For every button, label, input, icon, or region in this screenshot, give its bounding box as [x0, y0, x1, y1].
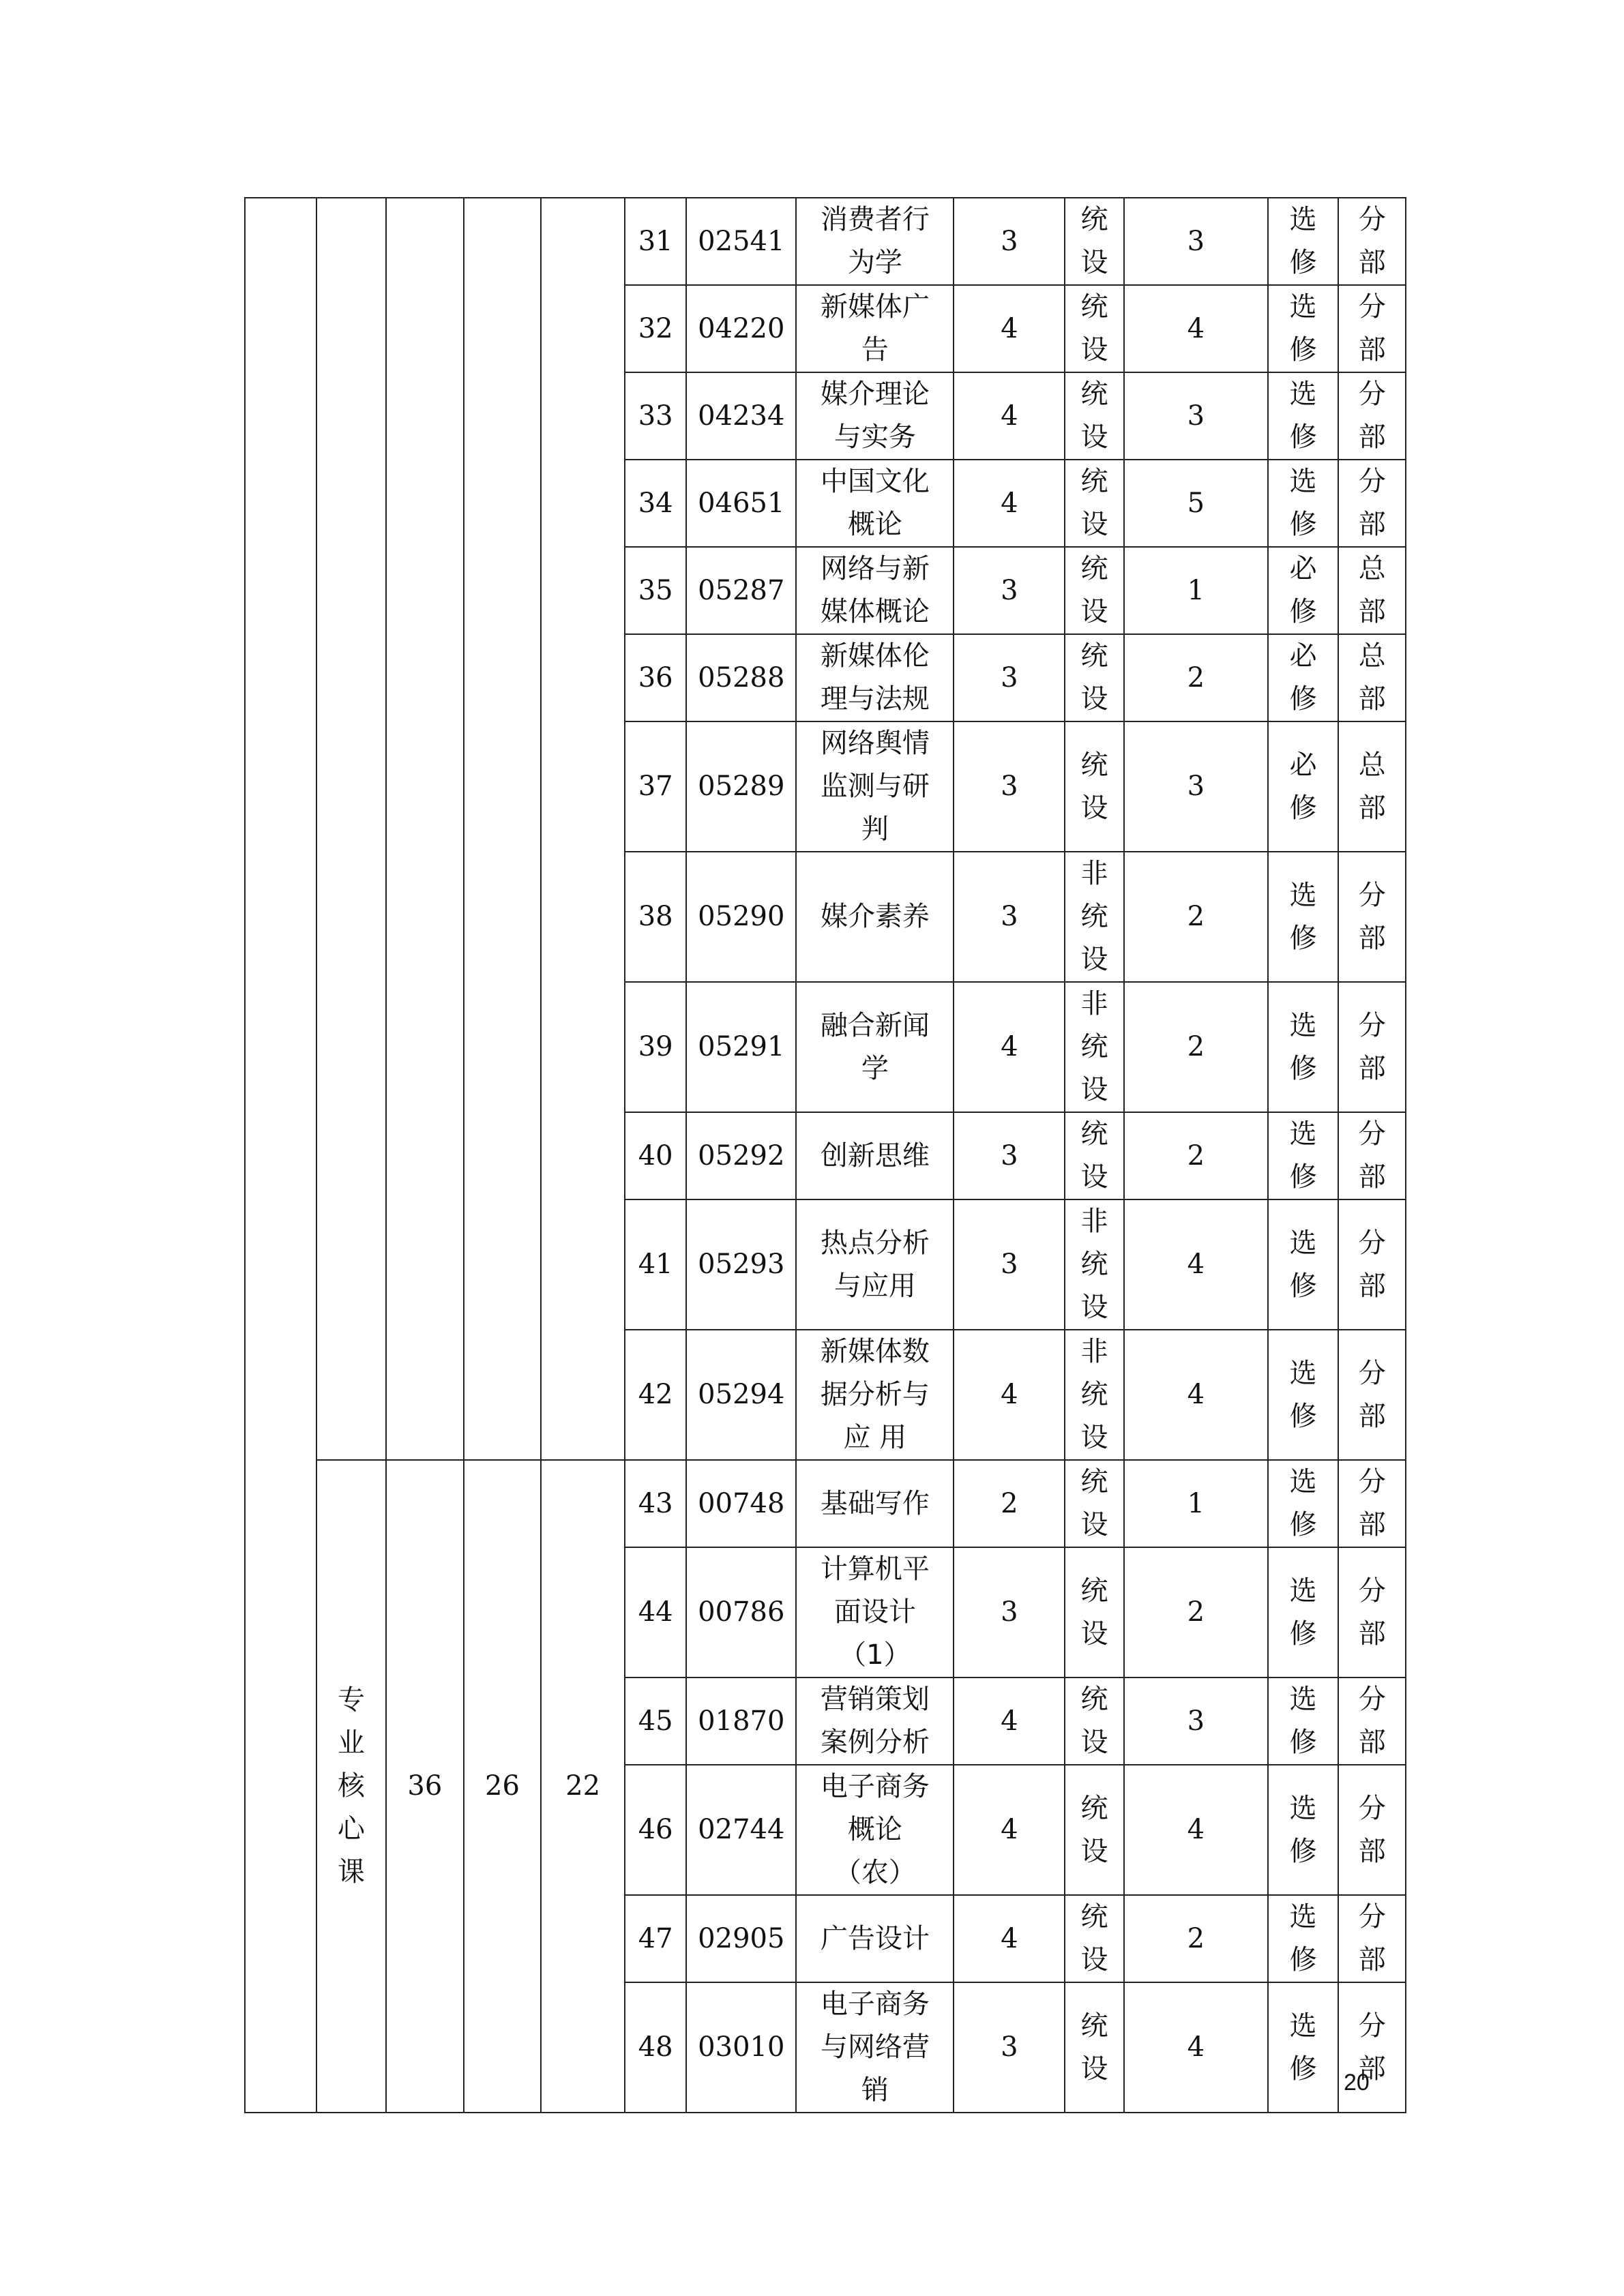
course-code: 00748 — [686, 1460, 796, 1547]
course-code: 05292 — [686, 1112, 796, 1199]
course-requirement — [1268, 1330, 1339, 1460]
course-organizer — [1338, 372, 1406, 460]
course-type-text: 非统设 — [1080, 1336, 1108, 1453]
course-type — [1065, 1330, 1123, 1460]
course-credit: 4 — [954, 285, 1065, 372]
course-code: 05288 — [686, 634, 796, 721]
course-type — [1065, 1460, 1123, 1547]
course-credit: 4 — [954, 372, 1065, 460]
course-value: 2 — [1124, 634, 1268, 721]
course-organizer-text: 分部 — [1358, 2010, 1386, 2085]
course-value: 3 — [1124, 1678, 1268, 1765]
course-type-text: 统设 — [1080, 640, 1108, 715]
course-organizer-text: 分部 — [1358, 1792, 1386, 1867]
course-no: 32 — [625, 285, 686, 372]
group-value-cell: 36 — [386, 1460, 464, 2113]
course-credit: 4 — [954, 1330, 1065, 1460]
course-no: 39 — [625, 982, 686, 1112]
group-cell — [316, 198, 387, 1460]
course-name-text: 广告设计 — [820, 1922, 930, 1954]
course-credit: 4 — [954, 1895, 1065, 1982]
course-name — [796, 1460, 954, 1547]
course-value: 3 — [1124, 721, 1268, 852]
course-name — [796, 1765, 954, 1895]
course-organizer-text: 分部 — [1358, 1357, 1386, 1432]
course-requirement — [1268, 852, 1339, 982]
course-type-text: 非统设 — [1080, 988, 1108, 1105]
course-name — [796, 1112, 954, 1199]
course-credit: 3 — [954, 852, 1065, 982]
course-credit: 4 — [954, 982, 1065, 1112]
course-type — [1065, 547, 1123, 634]
group-value-cell — [386, 198, 464, 1460]
course-organizer — [1338, 1678, 1406, 1765]
course-organizer-text: 分部 — [1358, 1684, 1386, 1758]
course-organizer — [1338, 198, 1406, 285]
course-requirement-text: 选修 — [1289, 204, 1317, 278]
course-credit: 3 — [954, 1982, 1065, 2113]
course-credit: 4 — [954, 1678, 1065, 1765]
course-credit: 3 — [954, 634, 1065, 721]
course-type — [1065, 852, 1123, 982]
course-organizer — [1338, 1765, 1406, 1895]
course-organizer — [1338, 1460, 1406, 1547]
course-no: 41 — [625, 1199, 686, 1330]
course-requirement-text: 选修 — [1289, 291, 1317, 366]
course-type — [1065, 198, 1123, 285]
course-organizer — [1338, 460, 1406, 547]
category-cell — [245, 198, 316, 2113]
course-no: 34 — [625, 460, 686, 547]
course-no: 35 — [625, 547, 686, 634]
course-code: 02541 — [686, 198, 796, 285]
course-requirement — [1268, 1199, 1339, 1330]
course-organizer-text: 分部 — [1358, 1466, 1386, 1540]
course-value: 1 — [1124, 1460, 1268, 1547]
course-type — [1065, 372, 1123, 460]
course-credit: 3 — [954, 547, 1065, 634]
course-name-text: 媒介素养 — [820, 901, 930, 932]
group-label-text: 专业核心课 — [337, 1684, 365, 1888]
table-row — [245, 1460, 1406, 1547]
course-organizer-text: 总部 — [1358, 749, 1386, 824]
course-requirement — [1268, 721, 1339, 852]
course-requirement — [1268, 1112, 1339, 1199]
course-requirement-text: 必修 — [1289, 553, 1317, 627]
course-code: 04234 — [686, 372, 796, 460]
course-name — [796, 285, 954, 372]
course-code: 05287 — [686, 547, 796, 634]
course-type — [1065, 1982, 1123, 2113]
course-type-text: 统设 — [1080, 1118, 1108, 1193]
course-requirement — [1268, 198, 1339, 285]
course-requirement-text: 选修 — [1289, 466, 1317, 540]
course-type-text: 统设 — [1080, 378, 1108, 453]
course-table — [244, 197, 1406, 2113]
course-code: 02905 — [686, 1895, 796, 1982]
course-no: 46 — [625, 1765, 686, 1895]
course-organizer-text: 分部 — [1358, 291, 1386, 366]
course-requirement-text: 选修 — [1289, 1684, 1317, 1758]
course-name-text: 消费者行为学 — [820, 204, 930, 278]
course-requirement — [1268, 1765, 1339, 1895]
course-type-text: 统设 — [1080, 1466, 1108, 1540]
course-type — [1065, 634, 1123, 721]
course-value: 3 — [1124, 372, 1268, 460]
course-value: 2 — [1124, 852, 1268, 982]
course-requirement — [1268, 285, 1339, 372]
course-name — [796, 1199, 954, 1330]
course-requirement-text: 选修 — [1289, 1357, 1317, 1432]
course-type — [1065, 1895, 1123, 1982]
course-value: 3 — [1124, 198, 1268, 285]
course-name — [796, 547, 954, 634]
course-organizer — [1338, 285, 1406, 372]
course-no: 43 — [625, 1460, 686, 1547]
course-name-text: 基础写作 — [820, 1487, 930, 1519]
course-name — [796, 1982, 954, 2113]
course-requirement-text: 选修 — [1289, 1009, 1317, 1084]
course-no: 36 — [625, 634, 686, 721]
course-organizer — [1338, 634, 1406, 721]
course-organizer — [1338, 547, 1406, 634]
course-value: 4 — [1124, 285, 1268, 372]
course-name-text: 电子商务与网络营销 — [820, 1988, 930, 2106]
course-type — [1065, 982, 1123, 1112]
course-type — [1065, 721, 1123, 852]
course-name — [796, 1547, 954, 1678]
course-code: 05294 — [686, 1330, 796, 1460]
group-value-cell: 26 — [464, 1460, 542, 2113]
course-requirement — [1268, 547, 1339, 634]
course-name-text: 创新思维 — [820, 1139, 930, 1172]
course-value: 4 — [1124, 1982, 1268, 2113]
group-value-cell — [541, 198, 625, 1460]
course-type — [1065, 1678, 1123, 1765]
course-requirement-text: 必修 — [1289, 640, 1317, 715]
course-type-text: 统设 — [1080, 1684, 1108, 1758]
course-name — [796, 372, 954, 460]
course-type — [1065, 460, 1123, 547]
course-organizer-text: 分部 — [1358, 1227, 1386, 1302]
course-organizer-text: 分部 — [1358, 1009, 1386, 1084]
course-name-text: 营销策划案例分析 — [820, 1684, 930, 1758]
course-no: 31 — [625, 198, 686, 285]
course-code: 04651 — [686, 460, 796, 547]
course-requirement — [1268, 372, 1339, 460]
course-value: 4 — [1124, 1199, 1268, 1330]
course-requirement-text: 选修 — [1289, 2010, 1317, 2085]
course-organizer-text: 分部 — [1358, 1575, 1386, 1650]
course-name-text: 新媒体伦理与法规 — [820, 640, 930, 715]
course-name — [796, 982, 954, 1112]
course-name-text: 电子商务概论（农） — [820, 1771, 930, 1888]
course-name — [796, 1330, 954, 1460]
course-value: 4 — [1124, 1765, 1268, 1895]
group-value-cell — [464, 198, 542, 1460]
course-type-text: 统设 — [1080, 553, 1108, 627]
course-organizer — [1338, 1112, 1406, 1199]
course-code: 00786 — [686, 1547, 796, 1678]
course-requirement — [1268, 1547, 1339, 1678]
course-no: 33 — [625, 372, 686, 460]
course-name — [796, 721, 954, 852]
course-requirement-text: 选修 — [1289, 378, 1317, 453]
course-no: 37 — [625, 721, 686, 852]
course-type — [1065, 1547, 1123, 1678]
course-name — [796, 460, 954, 547]
course-type-text: 统设 — [1080, 1792, 1108, 1867]
course-no: 45 — [625, 1678, 686, 1765]
course-credit: 3 — [954, 1547, 1065, 1678]
course-no: 47 — [625, 1895, 686, 1982]
course-organizer-text: 分部 — [1358, 378, 1386, 453]
course-name-text: 计算机平面设计（1） — [820, 1553, 930, 1671]
course-name-text: 媒介理论与实务 — [820, 378, 930, 453]
course-requirement-text: 选修 — [1289, 1575, 1317, 1650]
course-no: 42 — [625, 1330, 686, 1460]
table-row — [245, 198, 1406, 285]
course-requirement-text: 选修 — [1289, 1227, 1317, 1302]
course-name — [796, 1895, 954, 1982]
course-type — [1065, 1199, 1123, 1330]
course-code: 05291 — [686, 982, 796, 1112]
course-name-text: 热点分析与应用 — [820, 1227, 930, 1302]
course-organizer — [1338, 852, 1406, 982]
course-value: 2 — [1124, 1547, 1268, 1678]
course-type-text: 非统设 — [1080, 1206, 1108, 1323]
course-value: 2 — [1124, 1895, 1268, 1982]
course-name — [796, 1678, 954, 1765]
course-type-text: 统设 — [1080, 466, 1108, 540]
course-value: 5 — [1124, 460, 1268, 547]
course-code: 05293 — [686, 1199, 796, 1330]
course-credit: 3 — [954, 1199, 1065, 1330]
course-code: 05289 — [686, 721, 796, 852]
course-type-text: 非统设 — [1080, 858, 1108, 975]
course-organizer-text: 分部 — [1358, 1901, 1386, 1976]
course-credit: 3 — [954, 198, 1065, 285]
course-code: 03010 — [686, 1982, 796, 2113]
course-organizer — [1338, 721, 1406, 852]
page-number: 20 — [1344, 2070, 1370, 2096]
course-name-text: 中国文化概论 — [820, 466, 930, 540]
course-organizer — [1338, 1199, 1406, 1330]
course-credit: 2 — [954, 1460, 1065, 1547]
course-value: 2 — [1124, 982, 1268, 1112]
course-organizer-text: 分部 — [1358, 879, 1386, 954]
course-no: 44 — [625, 1547, 686, 1678]
course-no: 40 — [625, 1112, 686, 1199]
course-value: 1 — [1124, 547, 1268, 634]
course-code: 04220 — [686, 285, 796, 372]
course-requirement — [1268, 634, 1339, 721]
course-code: 02744 — [686, 1765, 796, 1895]
course-name — [796, 198, 954, 285]
course-type-text: 统设 — [1080, 204, 1108, 278]
course-type-text: 统设 — [1080, 749, 1108, 824]
course-type — [1065, 285, 1123, 372]
course-name-text: 融合新闻学 — [820, 1009, 930, 1084]
course-credit: 4 — [954, 460, 1065, 547]
course-value: 2 — [1124, 1112, 1268, 1199]
course-type-text: 统设 — [1080, 2010, 1108, 2085]
course-organizer-text: 分部 — [1358, 204, 1386, 278]
course-requirement-text: 选修 — [1289, 1466, 1317, 1540]
course-organizer-text: 总部 — [1358, 553, 1386, 627]
course-requirement-text: 选修 — [1289, 1901, 1317, 1976]
course-name-text: 新媒体数据分析与应 用 — [820, 1336, 930, 1453]
course-organizer — [1338, 982, 1406, 1112]
course-name-text: 网络舆情监测与研判 — [820, 728, 930, 845]
course-requirement-text: 选修 — [1289, 1792, 1317, 1867]
course-code: 01870 — [686, 1678, 796, 1765]
course-type-text: 统设 — [1080, 291, 1108, 366]
course-type-text: 统设 — [1080, 1575, 1108, 1650]
course-requirement-text: 选修 — [1289, 1118, 1317, 1193]
course-name-text: 网络与新媒体概论 — [820, 553, 930, 627]
group-value-cell: 22 — [541, 1460, 625, 2113]
course-organizer-text: 分部 — [1358, 1118, 1386, 1193]
course-requirement — [1268, 1678, 1339, 1765]
course-name — [796, 852, 954, 982]
course-credit: 3 — [954, 1112, 1065, 1199]
course-no: 48 — [625, 1982, 686, 2113]
course-organizer-text: 分部 — [1358, 466, 1386, 540]
course-requirement — [1268, 1982, 1339, 2113]
course-credit: 3 — [954, 721, 1065, 852]
course-name — [796, 634, 954, 721]
course-requirement — [1268, 982, 1339, 1112]
course-requirement-text: 选修 — [1289, 879, 1317, 954]
course-organizer — [1338, 1547, 1406, 1678]
course-organizer — [1338, 1330, 1406, 1460]
course-requirement — [1268, 1460, 1339, 1547]
course-requirement — [1268, 460, 1339, 547]
course-name-text: 新媒体广告 — [820, 291, 930, 366]
group-label-core — [316, 1460, 387, 2113]
course-type — [1065, 1112, 1123, 1199]
course-requirement — [1268, 1895, 1339, 1982]
course-value: 4 — [1124, 1330, 1268, 1460]
course-credit: 4 — [954, 1765, 1065, 1895]
course-requirement-text: 必修 — [1289, 749, 1317, 824]
course-no: 38 — [625, 852, 686, 982]
course-code: 05290 — [686, 852, 796, 982]
course-type-text: 统设 — [1080, 1901, 1108, 1976]
course-organizer-text: 总部 — [1358, 640, 1386, 715]
course-organizer — [1338, 1895, 1406, 1982]
course-type — [1065, 1765, 1123, 1895]
